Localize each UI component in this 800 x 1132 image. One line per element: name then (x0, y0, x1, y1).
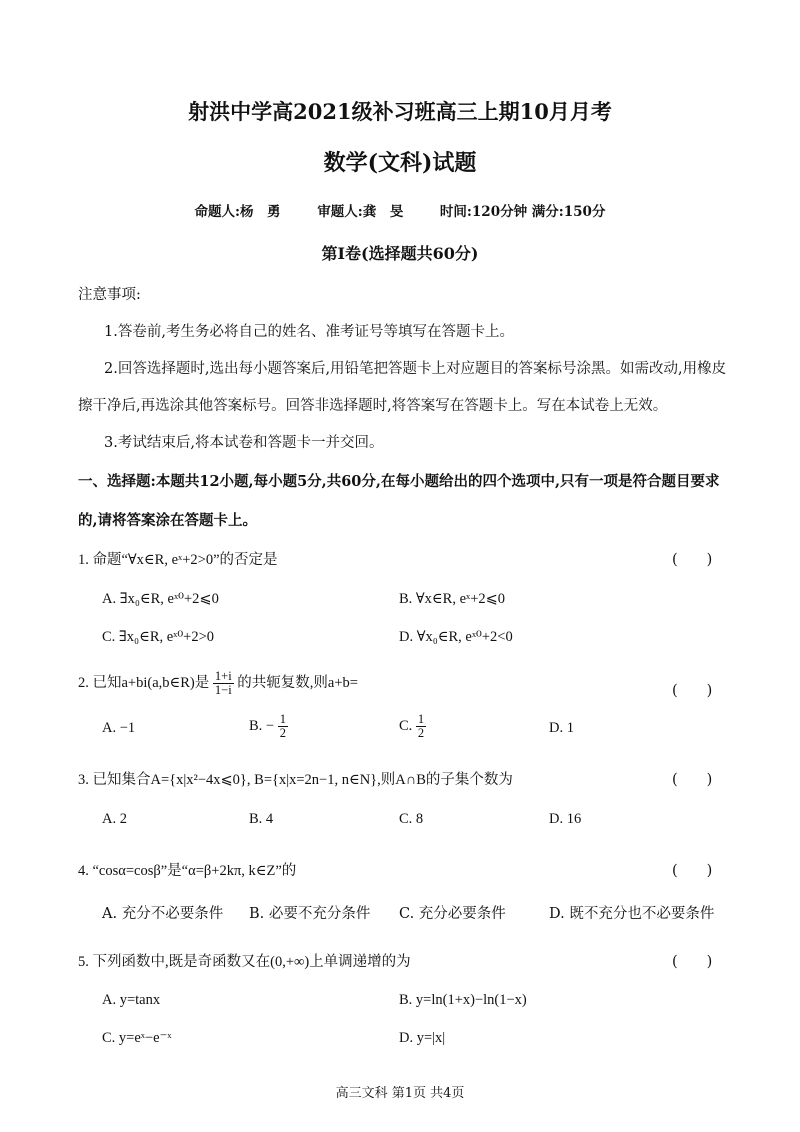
q1-answer-paren: ( ) (672, 552, 713, 568)
q3-stem: 3. 已知集合A={x|x²−4x⩽0}, B={x|x=2n−1, n∈N},则A∩B的子集个数为 (78, 772, 513, 788)
q5-option-b: B. y=ln(1+x)−ln(1−x) (399, 992, 527, 1008)
q3-option-c: C. 8 (399, 811, 424, 827)
q2-stem (78, 670, 358, 697)
q3-option-d: D. 16 (549, 811, 582, 827)
q5-stem: 5. 下列函数中,既是奇函数又在(0,+∞)上单调递增的为 (78, 954, 411, 970)
q5-option-c: C. y=eˣ−e⁻ˣ (102, 1030, 172, 1046)
notice-item-2b: 擦干净后,再选涂其他答案标号。回答非选择题时,将答案写在答题卡上。写在本试卷上无效。 (78, 398, 668, 414)
q2-option-b-frac (278, 713, 288, 740)
q2-fraction-num: 1+i (214, 669, 232, 683)
q4-answer-paren: ( ) (672, 863, 713, 879)
notice-item-3: 3.考试结束后,将本试卷和答题卡一并交回。 (104, 435, 384, 451)
q2-option-a: A. −1 (102, 720, 136, 736)
q2-option-c-frac (416, 713, 426, 740)
q4-option-b: B. 必要不充分条件 (249, 906, 371, 922)
exam-subtitle: 数学(文科)试题 (323, 150, 477, 176)
q2-option-c-pre: C. (399, 717, 413, 734)
q2-option-b (249, 713, 288, 740)
time-score: 时间:120分钟 满分:150分 (439, 204, 606, 220)
q2-option-c-num: 1 (417, 712, 425, 726)
q2-fraction-den: 1−i (214, 683, 232, 698)
page-footer: 高三文科 第1页 共4页 (335, 1086, 465, 1101)
q2-option-d: D. 1 (549, 720, 574, 736)
q3-answer-paren: ( ) (672, 772, 713, 788)
q5-answer-paren: ( ) (672, 954, 713, 970)
proposer: 命题人:杨 勇 (194, 204, 281, 220)
notice-item-2a: 2.回答选择题时,选出每小题答案后,用铅笔把答题卡上对应题目的答案标号涂黑。如需改动,用橡皮 (104, 361, 727, 377)
q2-answer-paren: ( ) (672, 683, 713, 699)
q3-option-b: B. 4 (249, 811, 274, 827)
q3-option-a: A. 2 (102, 811, 127, 827)
q5-option-d: D. y=|x| (399, 1030, 446, 1046)
q2-option-b-pre: B. − (249, 717, 275, 734)
q2-stem-post: 的共轭复数,则a+b= (237, 674, 358, 691)
q4-option-d: D. 既不充分也不必要条件 (549, 906, 715, 922)
q2-fraction (213, 670, 234, 697)
reviewer: 审题人:龚 旻 (317, 204, 404, 220)
part-heading: 第Ⅰ卷(选择题共60分) (321, 244, 479, 263)
section1-line2: 的,请将答案涂在答题卡上。 (78, 512, 258, 529)
notice-item-1: 1.答卷前,考生务必将自己的姓名、准考证号等填写在答题卡上。 (104, 324, 514, 340)
q1-option-d: D. ∀x₀∈R, eˣ⁰+2<0 (399, 629, 513, 645)
q2-stem-pre: 2. 已知a+bi(a,b∈R)是 (78, 674, 210, 691)
q2-option-c (399, 713, 426, 740)
exam-title: 射洪中学高2021级补习班高三上期10月月考 (188, 99, 612, 124)
q4-option-a: A. 充分不必要条件 (102, 906, 224, 922)
q4-stem: 4. “cosα=cosβ”是“α=β+2kπ, k∈Z”的 (78, 863, 297, 879)
q5-option-a: A. y=tanx (102, 992, 161, 1008)
exam-meta (0, 200, 800, 220)
q1-option-a: A. ∃x₀∈R, eˣ⁰+2⩽0 (102, 591, 219, 607)
q2-option-b-den: 2 (279, 726, 286, 741)
q1-option-c: C. ∃x₀∈R, eˣ⁰+2>0 (102, 629, 215, 645)
section1-line1: 一、选择题:本题共12小题,每小题5分,共60分,在每小题给出的四个选项中,只有一项是符合题目要求 (78, 473, 720, 490)
q2-option-b-num: 1 (279, 712, 286, 726)
q1-option-b: B. ∀x∈R, eˣ+2⩽0 (399, 591, 506, 607)
q1-stem: 1. 命题“∀x∈R, eˣ+2>0”的否定是 (78, 552, 278, 568)
notice-heading: 注意事项: (78, 287, 141, 303)
q2-option-c-den: 2 (417, 726, 425, 741)
q4-option-c: C. 充分必要条件 (399, 906, 506, 922)
